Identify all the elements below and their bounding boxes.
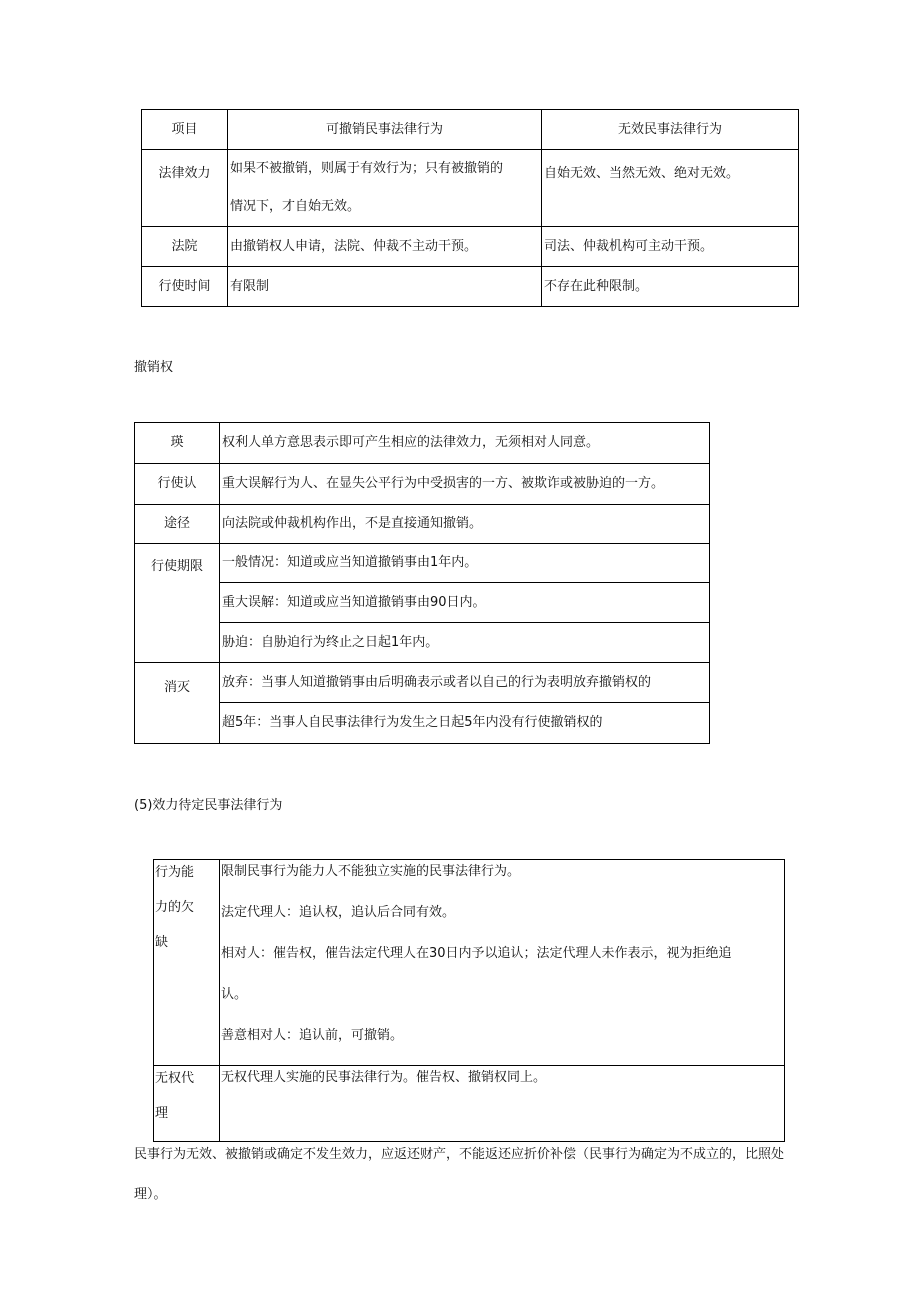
- cell-line: 相对人：催告权，催告法定代理人在30日内予以追认；法定代理人未作表示，视为拒绝追: [221, 946, 732, 961]
- row-void: 自始无效、当然无效、绝对无效。: [542, 150, 799, 227]
- row-label: [154, 1066, 220, 1142]
- row-label: 行使期限: [135, 544, 220, 663]
- row-revocable: [228, 150, 542, 227]
- label-line: 力的欠: [155, 900, 195, 915]
- row-content: 重大误解行为人、在显失公平行为中受损害的一方、被欺诈或被胁迫的一方。: [220, 464, 710, 505]
- table-row: [135, 544, 710, 583]
- cell-line: 限制民事行为能力人不能独立实施的民事法律行为。: [221, 864, 521, 879]
- cell-line: 无权代理人实施的民事法律行为。催告权、撤销权同上。: [221, 1070, 547, 1085]
- row-content: [220, 1066, 785, 1142]
- header-void: 无效民事法律行为: [542, 110, 799, 150]
- table-row: [135, 505, 710, 544]
- table-row: [142, 150, 799, 227]
- table-row: [142, 267, 799, 307]
- table-header-row: [142, 110, 799, 150]
- table-row: [142, 227, 799, 267]
- row-revocable: 由撤销权人申请，法院、仲裁不主动干预。: [228, 227, 542, 267]
- closing-paragraph: 民事行为无效、被撤销或确定不发生效力，应返还财产，不能返还应折价补偿（民事行为确定为不成立的，比照处理）。: [134, 1147, 785, 1202]
- row-label: 瑛: [135, 423, 220, 464]
- row-content: 超5年：当事人自民事法律行为发生之日起5年内没有行使撤销权的: [220, 703, 710, 744]
- row-item: 法院: [142, 227, 228, 267]
- row-label: 行使认: [135, 464, 220, 505]
- row-item: 法律效力: [142, 150, 228, 227]
- row-void: 不存在此种限制。: [542, 267, 799, 307]
- row-revocable: 有限制: [228, 267, 542, 307]
- table-row: [135, 623, 710, 663]
- section-title-revocation: 撤销权: [134, 360, 174, 375]
- revocation-right-table: [134, 422, 710, 744]
- row-label: [154, 860, 220, 1066]
- cell-line: 认。: [221, 987, 248, 1002]
- table-row: [135, 423, 710, 464]
- row-content: 胁迫：自胁迫行为终止之日起1年内。: [220, 623, 710, 663]
- row-label: 途径: [135, 505, 220, 544]
- row-content: 放弃：当事人知道撤销事由后明确表示或者以自己的行为表明放弃撤销权的: [220, 663, 710, 703]
- table-row: [135, 663, 710, 703]
- comparison-table: [141, 109, 799, 307]
- pending-validity-table: [153, 859, 785, 1142]
- cell-line: 善意相对人：追认前，可撤销。: [221, 1028, 404, 1043]
- row-void: 司法、仲裁机构可主动干预。: [542, 227, 799, 267]
- row-content: 权利人单方意思表示即可产生相应的法律效力，无须相对人同意。: [220, 423, 710, 464]
- table-row: [135, 464, 710, 505]
- row-content: 一般情况：知道或应当知道撤销事由1年内。: [220, 544, 710, 583]
- header-revocable: 可撤销民事法律行为: [228, 110, 542, 150]
- cell-line: 法定代理人：追认权，追认后合同有效。: [221, 905, 456, 920]
- table-row: [154, 860, 785, 1066]
- row-content: 重大误解：知道或应当知道撤销事由90日内。: [220, 583, 710, 623]
- label-line: 缺: [155, 935, 169, 950]
- table-row: [135, 703, 710, 744]
- row-label: 消灭: [135, 663, 220, 744]
- section-title-5: (5)效力待定民事法律行为: [134, 798, 283, 813]
- label-line: 行为能: [155, 865, 195, 880]
- label-line: 理: [155, 1106, 169, 1121]
- header-item: 项目: [142, 110, 228, 150]
- table-row: [154, 1066, 785, 1142]
- row-content: [220, 860, 785, 1066]
- cell-line: 如果不被撤销，则属于有效行为；只有被撤销的: [230, 161, 504, 176]
- cell-line: 情况下，才自始无效。: [230, 199, 361, 214]
- row-item: 行使时间: [142, 267, 228, 307]
- table-row: [135, 583, 710, 623]
- row-content: 向法院或仲裁机构作出，不是直接通知撤销。: [220, 505, 710, 544]
- label-line: 无权代: [155, 1071, 195, 1086]
